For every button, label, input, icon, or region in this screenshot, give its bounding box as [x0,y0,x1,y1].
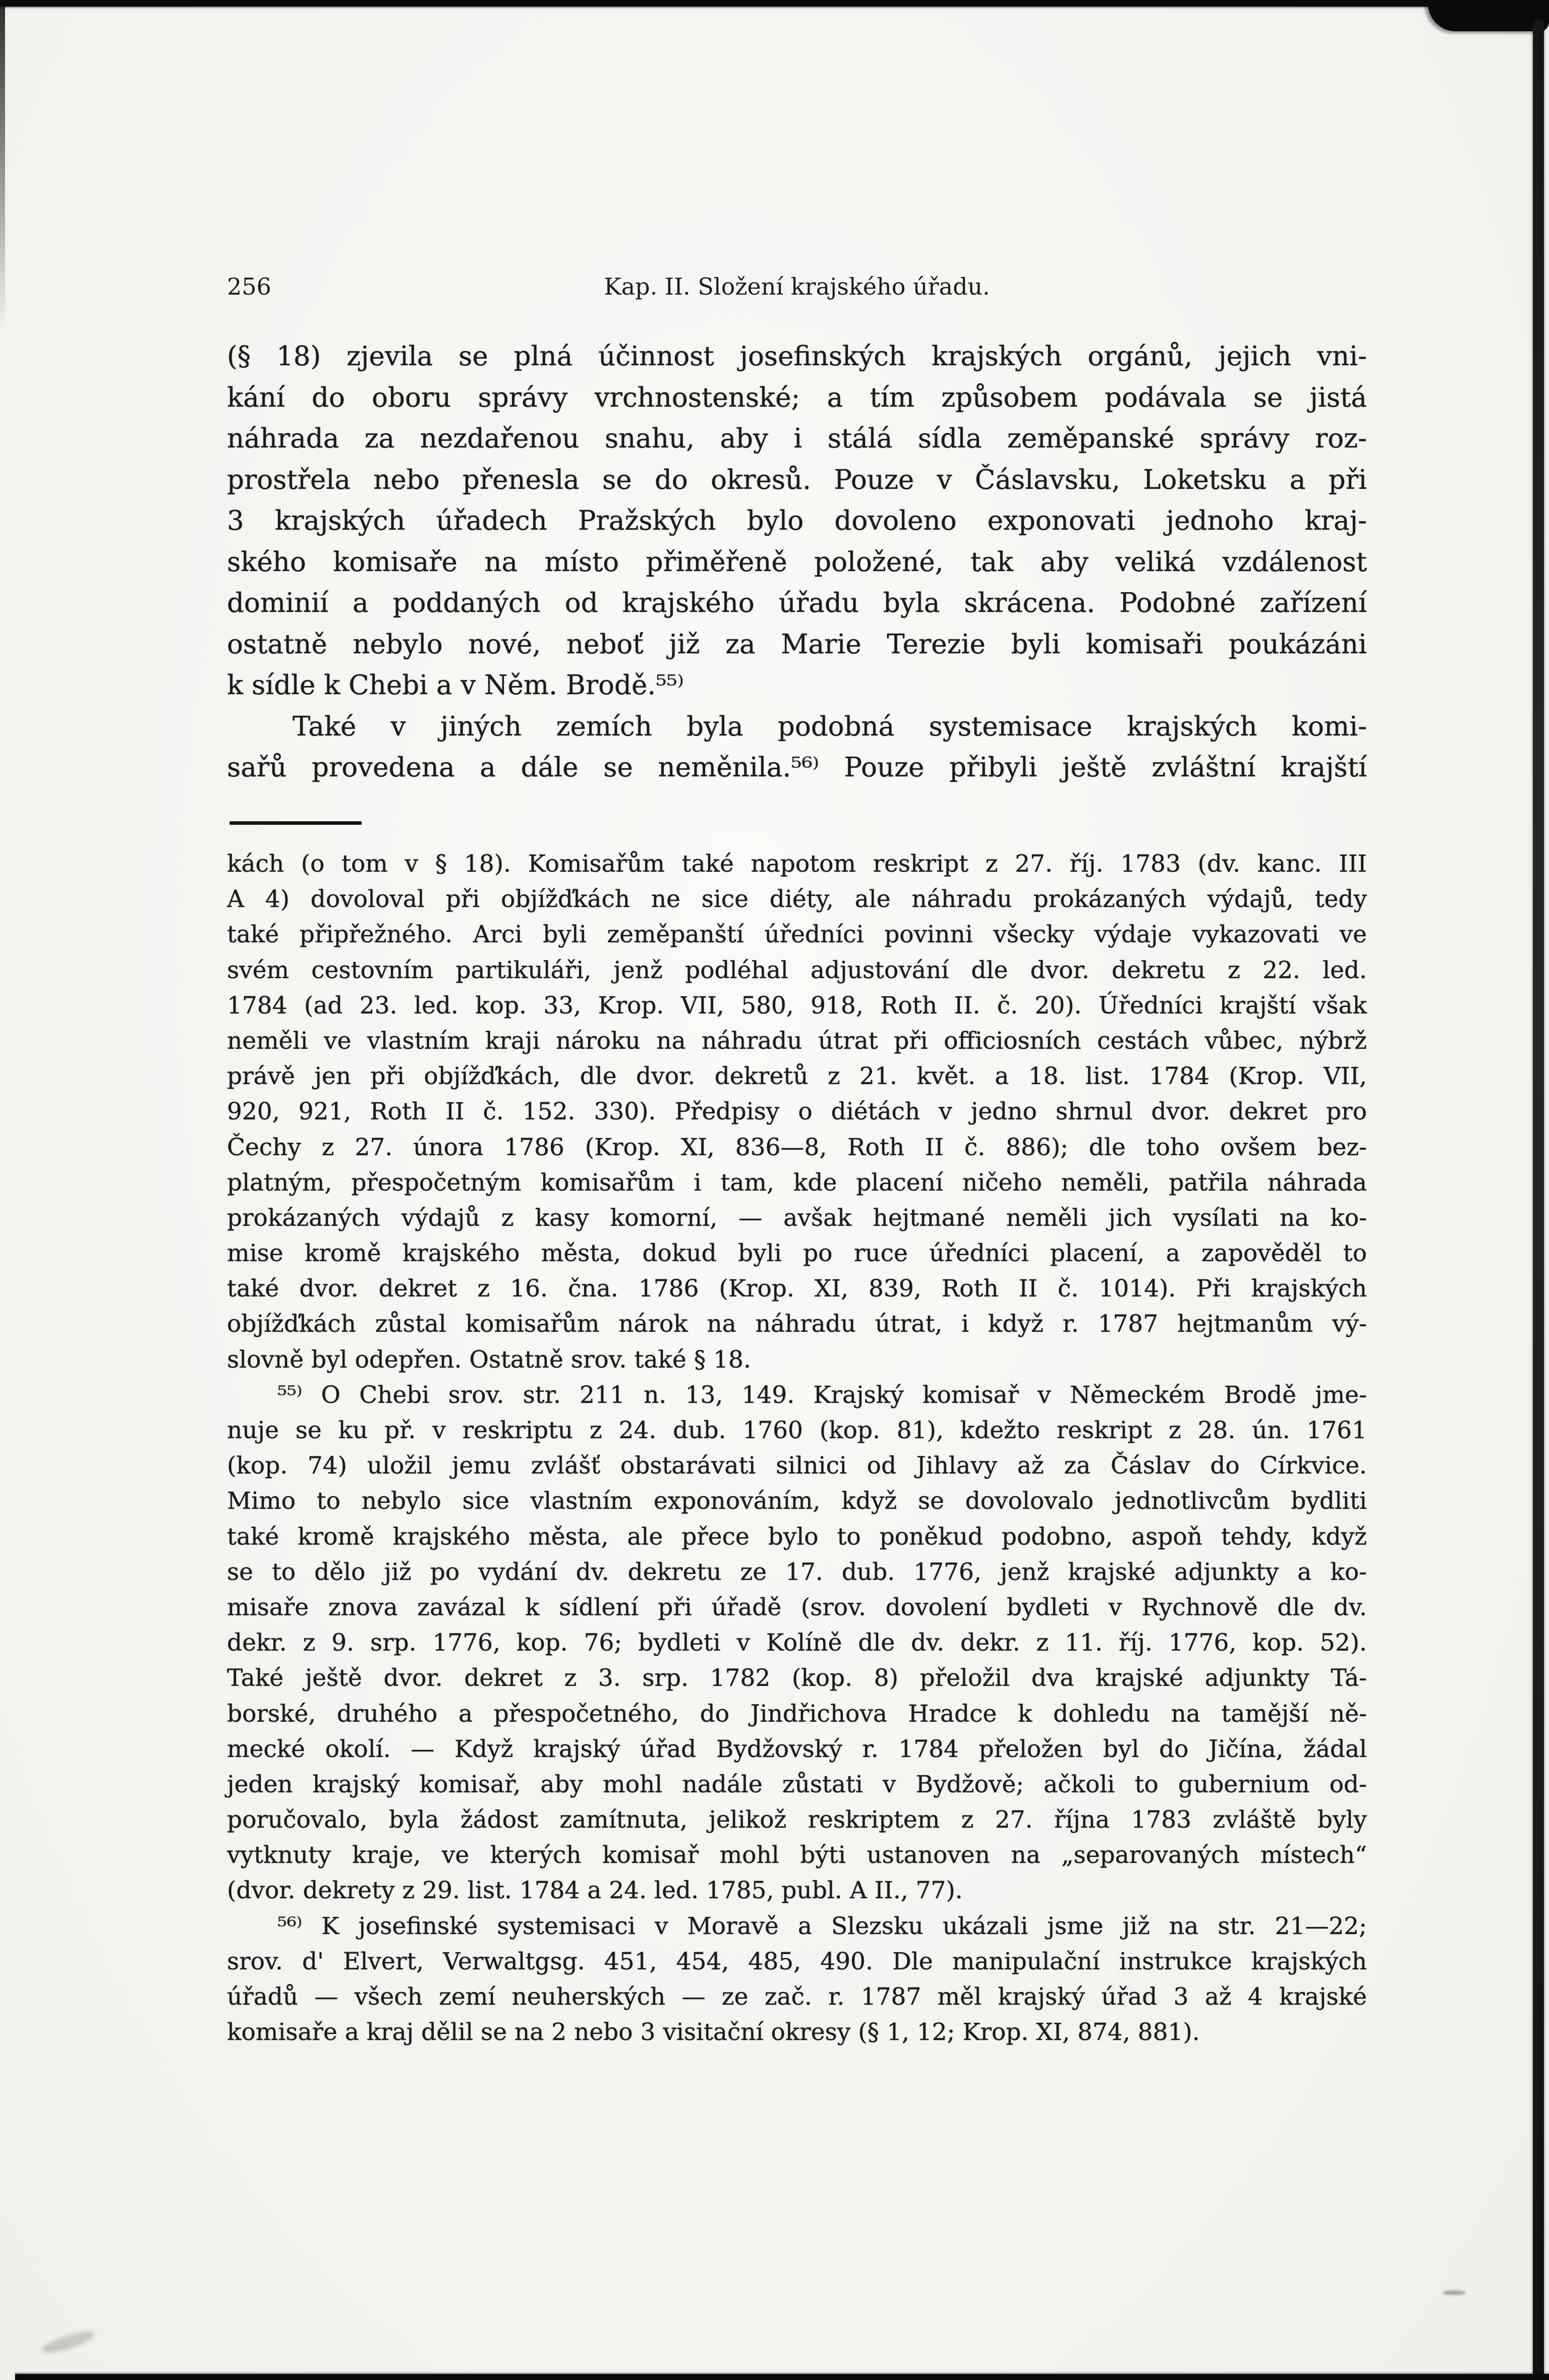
text-line: (dvor. dekrety z 29. list. 1784 a 24. led. 1785, publ. A II., 77). [227,1877,963,1905]
text-line: se to dělo již po vydání dv. dekretu ze 17. dub. 1776, jenž krajské adjunkty a ko- [227,1558,1367,1586]
text-line: ského komisaře na místo přiměřeně položené, tak aby veliká vzdálenost [227,546,1367,578]
scan-edge-right [1533,20,1544,2377]
text-line: prostřela nebo přenesla se do okresů. Pouze v Čáslavsku, Loketsku a při [227,464,1367,495]
text-line: kání do oboru správy vrchnostenské; a tím způsobem podávala se jistá [227,382,1367,413]
text-line: ostatně nebylo nové, neboť již za Marie Terezie byli komisaři poukázáni [227,629,1367,660]
running-head [227,271,1367,302]
body-text [227,336,1367,788]
text-line: (kop. 74) uložil jemu zvlášť obstarávati silnici od Jihlavy až za Čáslav do Církvice. [227,1452,1367,1480]
footnote-separator-rule [230,821,362,825]
text-line: také připřežného. Arci byli zeměpanští úředníci povinni všecky výdaje vykazovati ve [227,921,1367,949]
text-line: platným, přespočetným komisařům i tam, kde placení ničeho neměli, patřila náhrada [227,1168,1367,1197]
text-line: jeden krajský komisař, aby mohl nadále zůstati v Bydžově; ačkoli to gubernium od- [227,1770,1367,1798]
text-line: 920, 921, Roth II č. 152. 330). Předpisy o diétách v jedno shrnul dvor. dekret pro [227,1098,1367,1126]
text-line: nuje se ku př. v reskriptu z 24. dub. 1760 (kop. 81), kdežto reskript z 28. ún. 1761 [227,1416,1367,1444]
text-line: mise kromě krajského města, dokud byli po ruce úředníci placení, a zapověděl to [227,1239,1367,1268]
text-line: také kromě krajského města, ale přece bylo to poněkud podobno, aspoň tehdy, když [227,1522,1367,1551]
text-line: objížďkách zůstal komisařům nárok na náhradu útrat, i když r. 1787 hejtmanům vý- [227,1310,1367,1338]
text-line: sařů provedena a dále se neměnila.⁵⁶⁾ Pouze přibyli ještě zvláštní krajští [227,752,1367,783]
text-line: A 4) dovoloval při objížďkách ne sice diéty, ale náhradu prokázaných výdajů, tedy [227,885,1367,914]
text-line: Také ještě dvor. dekret z 3. srp. 1782 (kop. 8) přeložil dva krajské adjunkty Tá- [227,1664,1367,1692]
text-line: svém cestovním partikuláři, jenž podléhal adjustování dle dvor. dekretu z 22. led. [227,956,1367,984]
footnotes [227,846,1367,2050]
text-line: slovně byl odepřen. Ostatně srov. také § 18. [227,1345,751,1374]
text-line: dekr. z 9. srp. 1776, kop. 76; bydleti v Kolíně dle dv. dekr. z 11. říj. 1776, kop. 52). [227,1629,1367,1657]
scan-edge-top [0,0,1549,7]
text-line: (§ 18) zjevila se plná účinnost josefinských krajských orgánů, jejich vni- [227,341,1367,372]
text-line: poručovalo, byla žádost zamítnuta, jelikož reskriptem z 27. října 1783 zvláště byly [227,1806,1367,1834]
text-line: 3 krajských úřadech Pražských bylo dovoleno exponovati jednoho kraj- [227,505,1367,536]
scan-corner-top-right [1428,0,1549,31]
text-line: náhrada za nezdařenou snahu, aby i stálá sídla zeměpanské správy roz- [227,423,1367,454]
scan-smudge [1443,2290,1466,2295]
page-number: 256 [227,273,271,300]
text-line: také dvor. dekret z 16. čna. 1786 (Krop. XI, 839, Roth II č. 1014). Při krajských [227,1275,1367,1303]
text-line: 1784 (ad 23. led. kop. 33, Krop. VII, 580, 918, Roth II. č. 20). Úředníci krajští však [227,991,1367,1019]
text-line: prokázaných výdajů z kasy komorní, — avšak hejtmané neměli jich vysílati na ko- [227,1204,1367,1232]
text-line: k sídle k Chebi a v Něm. Brodě.⁵⁵⁾ [227,670,684,701]
text-line: borské, druhého a přespočetného, do Jindřichova Hradce k dohledu na tamější ně- [227,1699,1367,1728]
text-line: právě jen při objížďkách, dle dvor. dekretů z 21. květ. a 18. list. 1784 (Krop. VII, [227,1062,1367,1091]
text-line: Čechy z 27. února 1786 (Krop. XI, 836—8, Roth II č. 886); dle toho ovšem bez- [227,1133,1367,1161]
text-line: misaře znova zavázal k sídlení při úřadě (srov. dovolení bydleti v Rychnově dle dv. [227,1593,1367,1621]
text-line: kách (o tom v § 18). Komisařům také napotom reskript z 27. říj. 1783 (dv. kanc. III [227,850,1367,878]
text-line: vytknuty kraje, ve kterých komisař mohl býti ustanoven na „separovaných místech“ [227,1841,1367,1869]
text-line: ⁵⁵⁾ O Chebi srov. str. 211 n. 13, 149. Krajský komisař v Německém Brodě jme- [277,1381,1367,1409]
scan-edge-left [0,7,5,329]
text-line: Také v jiných zemích byla podobná systemisace krajských komi- [293,711,1367,742]
text-line: dominií a poddaných od krajského úřadu byla skrácena. Podobné zařízení [227,588,1367,618]
text-line: Mimo to nebylo sice vlastním exponováním, když se dovolovalo jednotlivcům bydliti [227,1487,1367,1515]
scan-edge-bottom [15,2374,1549,2380]
text-line: ⁵⁶⁾ K josefinské systemisaci v Moravě a Slezsku ukázali jsme již na str. 21—22; [277,1912,1367,1940]
scan-smudge [40,2328,97,2357]
running-title: Kap. II. Složení krajského úřadu. [604,273,990,300]
text-line: komisaře a kraj dělil se na 2 nebo 3 visitační okresy (§ 1, 12; Krop. XI, 874, 881). [227,2018,1200,2047]
text-line: srov. d' Elvert, Verwaltgsg. 451, 454, 485, 490. Dle manipulační instrukce krajských [227,1947,1367,1975]
text-line: mecké okolí. — Když krajský úřad Bydžovský r. 1784 přeložen byl do Jičína, žádal [227,1735,1367,1763]
text-line: úřadů — všech zemí neuherských — ze zač. r. 1787 měl krajský úřad 3 až 4 krajské [227,1983,1367,2011]
text-line: neměli ve vlastním kraji nároku na náhradu útrat při officiosních cestách vůbec, nýbrž [227,1027,1367,1055]
